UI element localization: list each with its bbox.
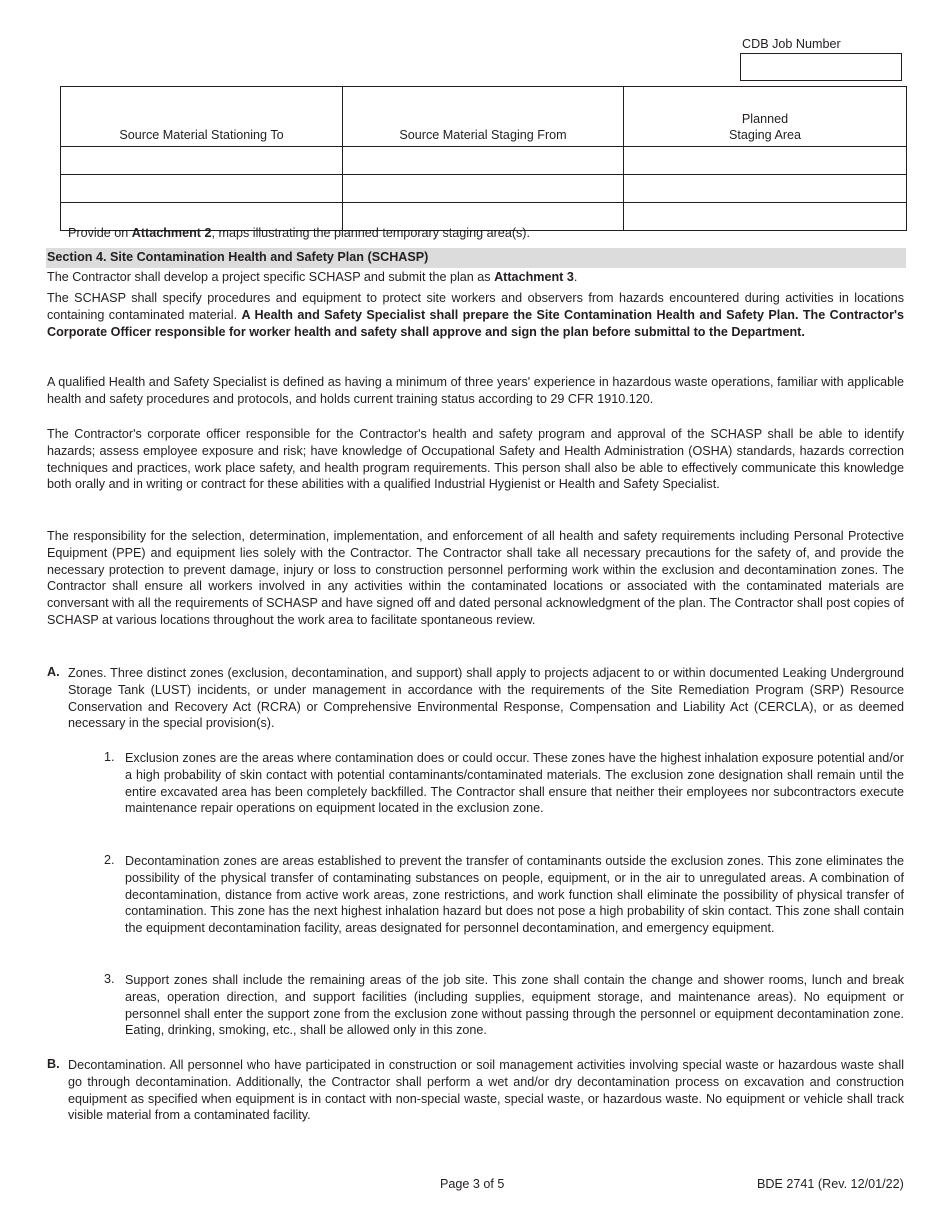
intro-bold-text: Attachment 3	[494, 270, 574, 284]
cdb-job-number-label: CDB Job Number	[742, 37, 841, 51]
stationing-to-input-1[interactable]	[61, 147, 342, 174]
section-4-paragraph-3: The Contractor's corporate officer responsible for the Contractor's health and safety program and approval of the SCHASP shall be able to identify hazards; assess employee exposure and risk; have knowledge of Occupational Safety and Health Administration (OSHA) standards, hazards correction techniques and practices, work place safety, and health program requirements. This person shall also be able to effectively communicate this knowledge both orally and in writing or contract for these abilities with a qualified Industrial Hygienist or Health and Safety Specialist.	[47, 427, 904, 492]
table-row	[61, 147, 907, 175]
subitem-2-decontamination-zones-text: Decontamination zones are areas established to prevent the transfer of contaminants outside the exclusion zones. This zone eliminates the possibility of the physical transfer of contaminating substances on people, equipment, or in the air to unregulated areas. A combination of decontamination, distance from active work areas, zone restrictions, and work function shall eliminate the possibility of physical transfer of contamination. This zone has the next highest inhalation hazard but does not pose a high probability of skin contact. This zone shall contain the equipment decontamination facility, areas designated for personnel decontamination, and emergency equipment.	[125, 854, 904, 936]
subitem-2-number: 2.	[104, 853, 115, 867]
intro-text: The Contractor shall develop a project specific SCHASP and submit the plan as	[47, 270, 495, 284]
cell-staging-from[interactable]	[343, 147, 624, 175]
staging-from-input-2[interactable]	[343, 175, 623, 202]
column-header-staging-from	[343, 87, 624, 147]
staging-table	[60, 86, 907, 231]
staging-from-input-1[interactable]	[343, 147, 623, 174]
cell-stationing-to[interactable]	[61, 147, 343, 175]
attachment-2-note	[68, 226, 530, 240]
planned-staging-area-input-2[interactable]	[624, 175, 906, 202]
column-header-label-line1: Planned	[741, 112, 789, 126]
cell-planned-staging-area[interactable]	[624, 175, 907, 203]
cdb-job-number-field[interactable]	[740, 53, 902, 81]
section-4-intro	[47, 269, 904, 286]
cell-planned-staging-area[interactable]	[624, 147, 907, 175]
subitem-3-number: 3.	[104, 972, 115, 986]
note-text: , maps illustrating the planned temporary staging area(s).	[211, 226, 531, 240]
section-4-paragraph-4: The responsibility for the selection, determination, implementation, and enforcement of all health and safety requirements including Personal Protective Equipment (PPE) and equipment lies solely with the Contractor. The Contractor shall take all necessary precautions for the safety of, and provide the necessary protection to prevent damage, injury or loss to construction personnel performing work within the exclusion and decontamination zones. The Contractor shall ensure all workers involved in any activities within the contaminated locations or associated with the contaminated materials are conversant with all the requirements of SCHASP and have signed off and dated personal acknowledgment of the plan. The Contractor shall post copies of SCHASP at various locations throughout the work area to facilitate spontaneous review.	[47, 529, 904, 627]
staging-table-header-row	[61, 87, 907, 147]
section-4-paragraph-1	[47, 290, 904, 340]
paragraph-text: The SCHASP shall specify procedures and equipment to protect site workers and observers from hazards encountered during activities in locations containing contaminated material.	[47, 291, 904, 322]
planned-staging-area-input-1[interactable]	[624, 147, 906, 174]
subitem-3-support-zones-text: Support zones shall include the remaining areas of the job site. This zone shall contain the change and shower rooms, lunch and break areas, operation direction, and support facilities (including supplies, equipment storage, and maintenance areas). No equipment or personnel shall enter the support zone from the exclusion zone without passing through the personnel or equipment decontamination zone. Eating, drinking, smoking, etc., shall be allowed only in this zone.	[125, 973, 904, 1038]
note-bold-text: Attachment 2	[131, 226, 212, 240]
column-header-label-line2: Staging Area	[728, 128, 802, 142]
column-header-label: Source Material Staging From	[399, 128, 567, 142]
cell-stationing-to[interactable]	[61, 175, 343, 203]
note-text: Provide on	[68, 226, 132, 240]
item-b-letter: B.	[47, 1057, 60, 1071]
intro-text: .	[573, 270, 578, 284]
subitem-1-exclusion-zones-text: Exclusion zones are the areas where contamination does or could occur. These zones have the highest inhalation exposure potential and/or a high probability of skin contact with potential contaminants/contaminated materials. The exclusion zone designation shall remain until the entire excavated area has been completely backfilled. The Contractor shall ensure that neither their employees nor subcontractors execute maintenance repair operations on equipment located in the exclusion zone.	[125, 751, 904, 816]
stationing-to-input-2[interactable]	[61, 175, 342, 202]
column-header-label: Source Material Stationing To	[119, 128, 284, 142]
item-b-decontamination-text: Decontamination. All personnel who have participated in construction or soil management activities involving special waste or hazardous waste shall go through decontamination. Additionally, the Contractor shall perform a wet and/or dry decontamination process on excavation and construction equipment as specified when equipment is in contact with non-special waste, special waste, or hazardous waste. No equipment or vehicle shall track visible material from a contaminated facility.	[68, 1058, 904, 1123]
table-row	[61, 175, 907, 203]
page-number: Page 3 of 5	[440, 1177, 505, 1191]
subitem-1-number: 1.	[104, 750, 115, 764]
column-header-stationing-to	[61, 87, 343, 147]
form-id: BDE 2741 (Rev. 12/01/22)	[757, 1177, 904, 1191]
cell-planned-staging-area[interactable]	[624, 203, 907, 231]
section-4-paragraph-2: A qualified Health and Safety Specialist is defined as having a minimum of three years' experience in hazardous waste operations, familiar with applicable health and safety procedures and protocols, and holds current training status according to 29 CFR 1910.120.	[47, 375, 904, 406]
item-a-zones-text: Zones. Three distinct zones (exclusion, decontamination, and support) shall apply to projects adjacent to or within documented Leaking Underground Storage Tank (LUST) incidents, or under management in accordance with the requirements of the Site Remediation Program (SRP) Resource Conservation and Recovery Act (RCRA) or Comprehensive Environmental Response, Compensation and Liability Act (CERCLA), or as deemed necessary in the special provision(s).	[68, 666, 904, 731]
cell-staging-from[interactable]	[343, 175, 624, 203]
item-a-letter: A.	[47, 665, 60, 679]
paragraph-bold-text: A Health and Safety Specialist shall prepare the Site Contamination Health and Safety Plan. The Contractor's Corporate Officer responsible for worker health and safety shall approve and sign the plan before submittal to the Department.	[47, 307, 904, 339]
section-4-title: Section 4. Site Contamination Health and Safety Plan (SCHASP)	[46, 248, 906, 268]
column-header-planned-staging-area	[624, 87, 907, 147]
planned-staging-area-input-3[interactable]	[624, 203, 906, 230]
